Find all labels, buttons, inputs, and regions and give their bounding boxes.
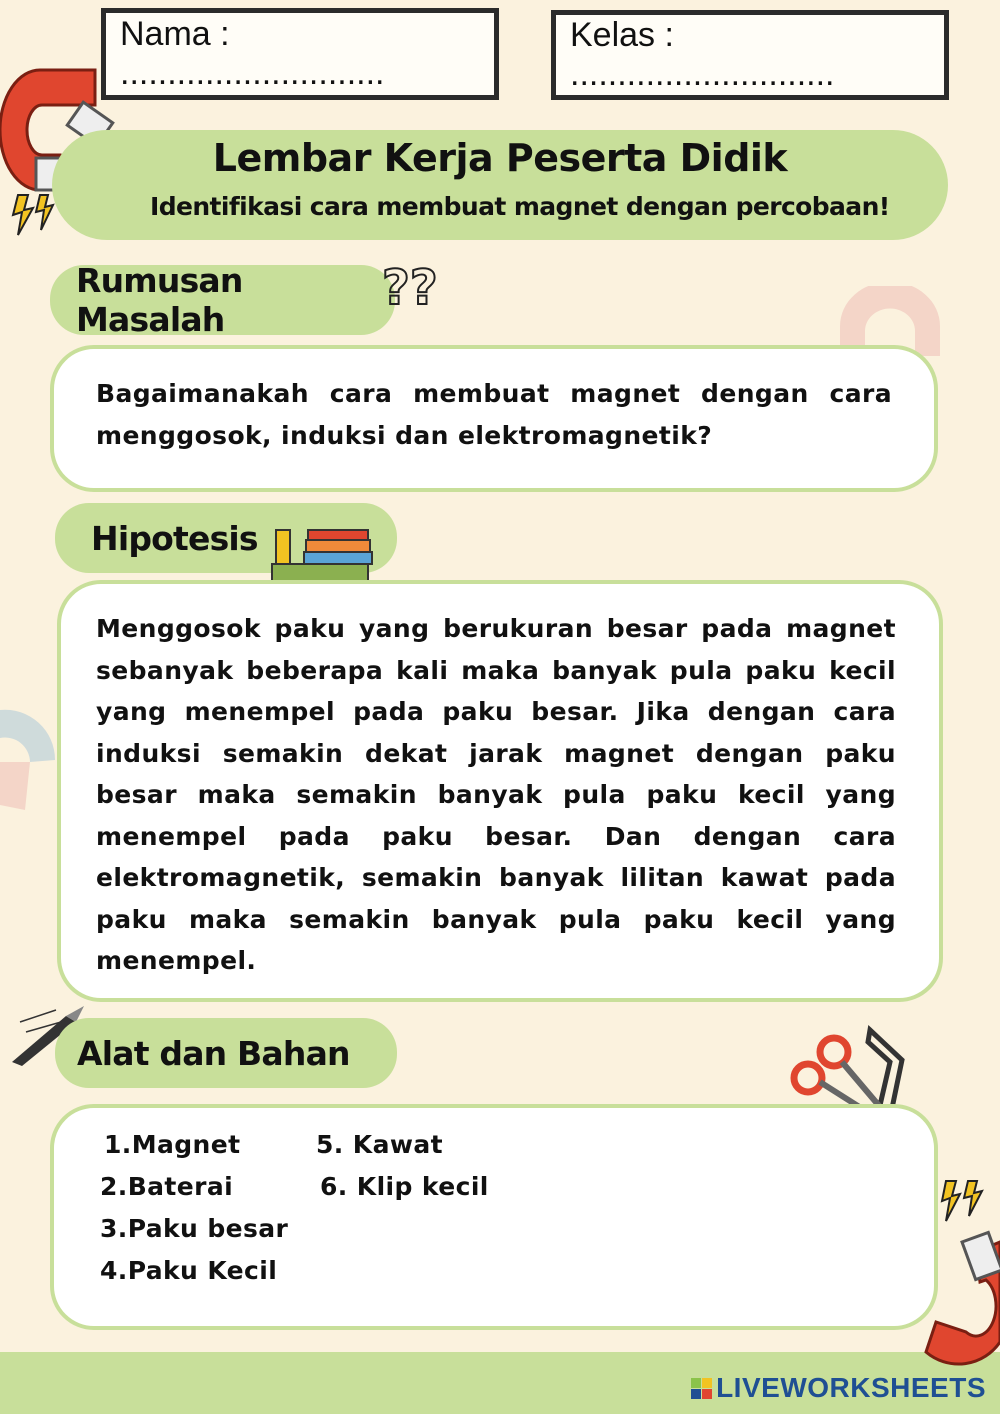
list-item: 2.Baterai [100,1172,234,1201]
liveworksheets-brand [691,1372,986,1404]
horseshoe-magnet-icon [906,1222,1000,1372]
list-item: 6. Klip kecil [320,1172,489,1201]
class-field-label: Kelas : ............................ [570,16,835,93]
rumusan-heading-tab [50,261,395,339]
rumusan-heading: Rumusan Masalah [76,261,243,339]
page-title: Lembar Kerja Peserta Didik [212,136,788,180]
name-field[interactable] [101,8,499,100]
books-icon [268,524,378,588]
svg-text:??: ?? [382,260,438,316]
alat-heading: Alat dan Bahan [77,1033,350,1073]
list-item: 3.Paku besar [100,1214,289,1243]
faded-magnet-left-icon [0,700,60,820]
lightning-icon [938,1176,988,1226]
rumusan-text: Bagaimanakah cara membuat magnet dengan cara menggosok, induksi dan elektromagnetik? [96,379,892,450]
page-subtitle: Identifikasi cara membuat magnet dengan percobaan! [150,192,890,221]
list-item: 5. Kawat [316,1130,443,1159]
class-field[interactable] [551,10,949,100]
name-field-label: Nama : ............................ [120,15,385,92]
list-item: 4.Paku Kecil [100,1256,278,1285]
hipotesis-heading: Hipotesis [91,518,258,558]
liveworksheets-logo-icon [691,1378,712,1399]
brand-text: LIVEWORKSHEETS [716,1372,986,1403]
alat-heading-tab [55,1018,397,1088]
hipotesis-text: Menggosok paku yang berukuran besar pada magnet sebanyak beberapa kali maka banyak pula paku kecil yang menempel pada paku besar. Jika dengan cara induksi semakin dekat jarak magnet dengan paku besar maka semakin banyak pula paku kecil yang menempel pada paku besar. Dan dengan cara elektromagnetik, semakin banyak lilitan kawat pada paku maka semakin banyak pula paku kecil yang menempel. [96,614,896,975]
lightning-icon [8,190,58,240]
list-item: 1.Magnet [104,1130,241,1159]
question-marks-icon [380,252,446,322]
